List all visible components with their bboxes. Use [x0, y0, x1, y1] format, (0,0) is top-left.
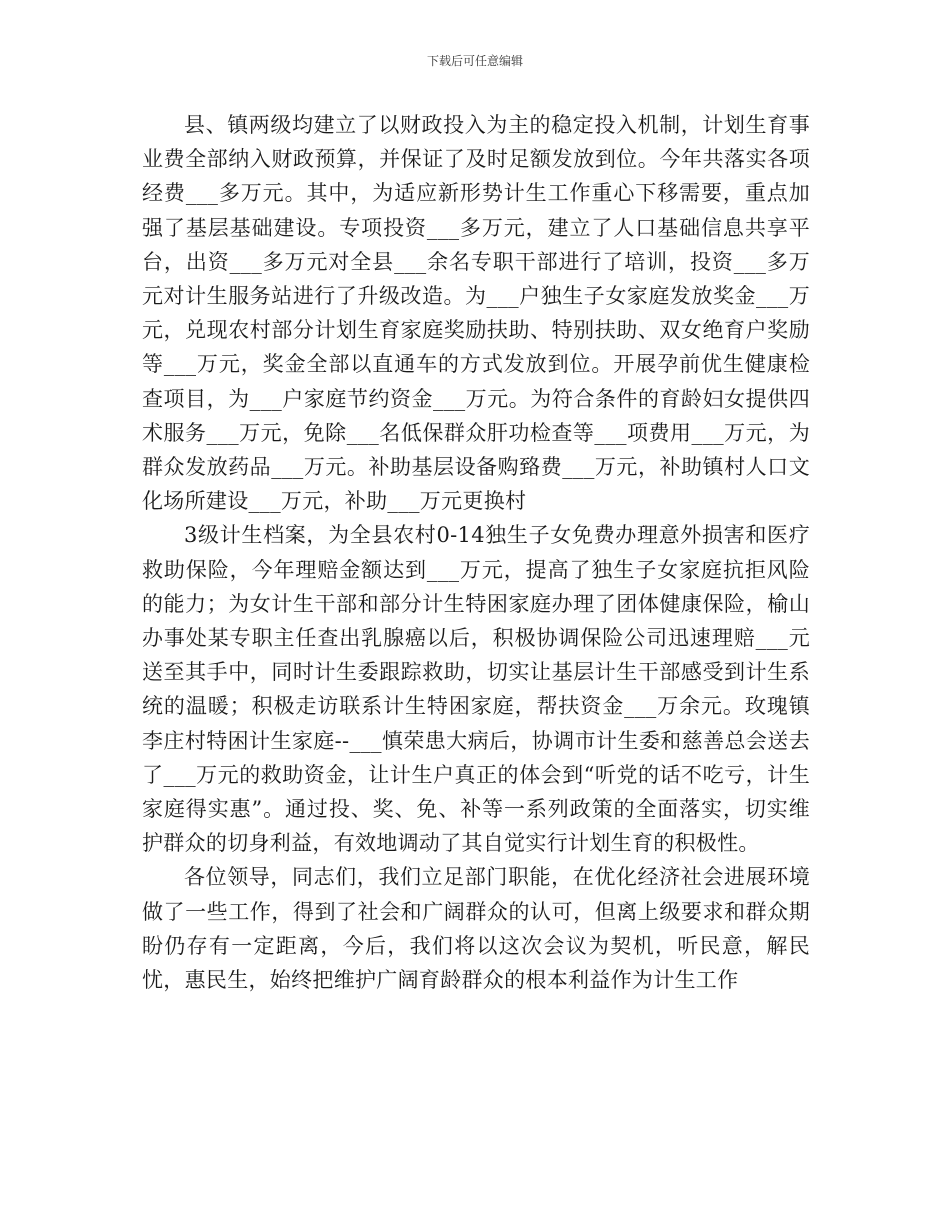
header-note: 下载后可任意编辑: [426, 54, 523, 68]
paragraph-3: 各位领导，同志们，我们立足部门职能，在优化经济社会进展环境做了一些工作，得到了社会和广阔群众的认可，但离上级要求和群众期盼仍存有一定距离，今后，我们将以这次会议为契机，听民意，解民忧，惠民生，始终把维护广阔育龄群众的根本利益作为计生工作: [142, 865, 810, 993]
document-body: [142, 108, 810, 997]
paragraph-1: 县、镇两级均建立了以财政投入为主的稳定投入机制，计划生育事业费全部纳入财政预算，并保证了及时足额发放到位。今年共落实各项经费___多万元。其中，为适应新形势计生工作重心下移需要，重点加强了基层基础建设。专项投资___多万元，建立了人口基础信息共享平台，出资___多万元对全县___余名专职干部进行了培训，投资___多万元对计生服务站进行了升级改造。为___户独生子女家庭发放奖金___万元，兑现农村部分计划生育家庭奖励扶助、特别扶助、双女绝育户奖励等___万元，奖金全部以直通车的方式发放到位。开展孕前优生健康检查项目，为___户家庭节约资金___万元。为符合条件的育龄妇女提供四术服务___万元，免除___名低保群众肝功检查等___项费用___万元，为群众发放药品___万元。补助基层设备购臵费___万元，补助镇村人口文化场所建设___万元，补助___万元更换村: [142, 113, 810, 514]
paragraph-2: 3级计生档案，为全县农村0-14独生子女免费办理意外损害和医疗救助保险，今年理赔金额达到___万元，提高了独生子女家庭抗拒风险的能力；为女计生干部和部分计生特困家庭办理了团体健康保险，榆山办事处某专职主任查出乳腺癌以后，积极协调保险公司迅速理赔___元送至其手中，同时计生委跟踪救助，切实让基层计生干部感受到计生系统的温暖；积极走访联系计生特困家庭，帮扶资金___万余元。玫瑰镇李庄村特困计生家庭--___慎荣患大病后，协调市计生委和慈善总会送去了___万元的救助资金，让计生户真正的体会到“听党的话不吃亏，计生家庭得实惠”。通过投、奖、免、补等一系列政策的全面落实，切实维护群众的切身利益，有效地调动了其自觉实行计划生育的积极性。: [142, 523, 810, 856]
